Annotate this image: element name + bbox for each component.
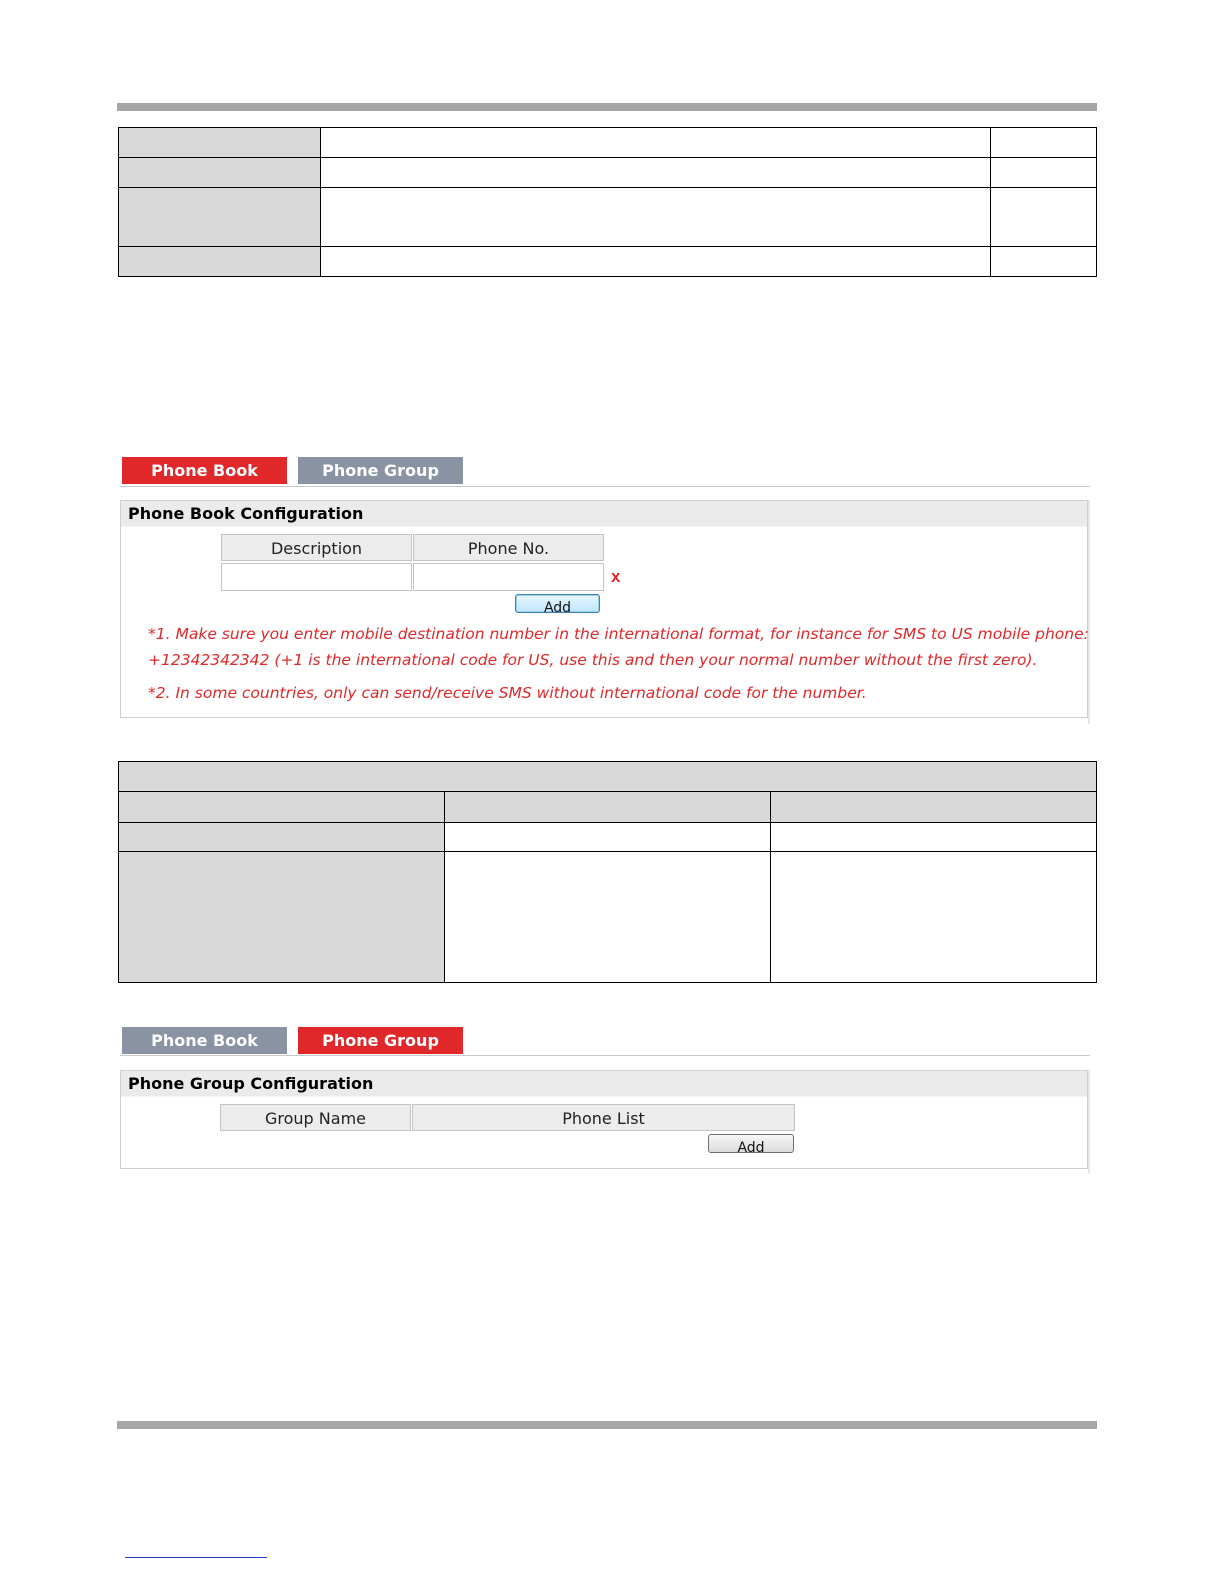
- tab-phone-book[interactable]: Phone Book: [122, 457, 287, 484]
- column-header-description: Description: [221, 534, 412, 561]
- panel-edge: [1088, 1070, 1090, 1173]
- table-row: [119, 128, 1097, 158]
- parameter-table-bottom: [118, 761, 1097, 983]
- table-cell: [445, 852, 771, 983]
- footer-link-underline: [125, 1557, 267, 1558]
- table-row: [119, 188, 1097, 247]
- footer-rule: [117, 1421, 1097, 1429]
- table-cell: [119, 852, 445, 983]
- table-cell: [119, 158, 321, 188]
- phone-no-field[interactable]: [413, 563, 604, 591]
- add-phone-button[interactable]: Add: [515, 594, 600, 613]
- table-cell: [119, 128, 321, 158]
- tab-phone-group[interactable]: Phone Group: [298, 457, 463, 484]
- table-row: [119, 823, 1097, 852]
- description-field[interactable]: [221, 563, 412, 591]
- tab-phone-group[interactable]: Phone Group: [298, 1027, 463, 1054]
- table-cell: [119, 762, 1097, 792]
- table-cell: [771, 852, 1097, 983]
- column-header-group-name: Group Name: [220, 1104, 411, 1131]
- table-cell: [445, 823, 771, 852]
- table-cell: [991, 188, 1097, 247]
- table-row: [119, 158, 1097, 188]
- table-row: [119, 247, 1097, 277]
- tab-phone-book[interactable]: Phone Book: [122, 1027, 287, 1054]
- column-header-phone-no: Phone No.: [413, 534, 604, 561]
- add-group-button[interactable]: Add: [708, 1134, 794, 1153]
- tab-divider: [120, 1055, 1090, 1056]
- table-row: [119, 852, 1097, 983]
- table-cell: [771, 823, 1097, 852]
- tab-divider: [120, 486, 1090, 487]
- panel-edge: [1088, 500, 1090, 724]
- table-cell: [321, 188, 991, 247]
- note-line: *2. In some countries, only can send/receive SMS without international code for the number.: [148, 684, 867, 702]
- table-cell: [445, 792, 771, 823]
- table-cell: [321, 247, 991, 277]
- parameter-table-top: [118, 127, 1097, 277]
- table-cell: [771, 792, 1097, 823]
- table-cell: [991, 128, 1097, 158]
- note-line: *1. Make sure you enter mobile destination number in the international format, for instance for SMS to US mobile phone:: [148, 625, 1089, 643]
- panel-title: Phone Book Configuration: [121, 501, 1087, 527]
- table-cell: [119, 188, 321, 247]
- table-cell: [321, 128, 991, 158]
- column-header-phone-list: Phone List: [412, 1104, 795, 1131]
- table-row: [119, 792, 1097, 823]
- description-input[interactable]: [222, 564, 411, 590]
- note-line: +12342342342 (+1 is the international code for US, use this and then your normal number without the first zero).: [148, 651, 1038, 669]
- header-rule: [117, 103, 1097, 111]
- table-cell: [119, 823, 445, 852]
- table-cell: [991, 247, 1097, 277]
- table-cell: [991, 158, 1097, 188]
- phone-no-input[interactable]: [414, 564, 603, 590]
- table-cell: [119, 247, 321, 277]
- table-row: [119, 762, 1097, 792]
- panel-title: Phone Group Configuration: [121, 1071, 1087, 1097]
- table-cell: [321, 158, 991, 188]
- table-cell: [119, 792, 445, 823]
- delete-row-icon[interactable]: x: [611, 567, 621, 586]
